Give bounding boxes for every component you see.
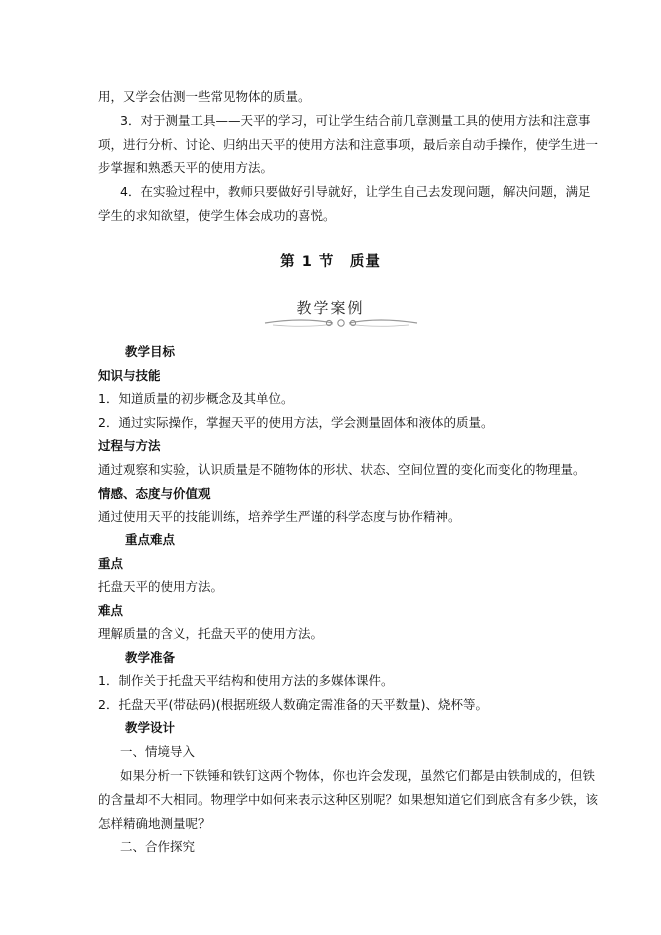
goals-heading: 教学目标 (125, 344, 176, 359)
prep-item-2: 2．托盘天平(带砝码)(根据班级人数确定需准备的天平数量)、烧杯等。 (98, 697, 488, 712)
key-text: 托盘天平的使用方法。 (98, 579, 224, 594)
section-title: 第 1 节 质量 (280, 254, 381, 270)
difficulty-text: 理解质量的含义，托盘天平的使用方法。 (98, 626, 324, 641)
prep-heading: 教学准备 (125, 650, 176, 665)
key-subheading: 重点 (98, 556, 124, 571)
design-heading: 教学设计 (125, 720, 176, 735)
banner-title: 教学案例 (296, 299, 365, 317)
item-3-line-3: 步掌握和熟悉天平的使用方法。 (98, 160, 274, 175)
coop-subheading: 二、合作探究 (120, 839, 196, 854)
item-3-line-2: 项，进行分析、讨论、归纳出天平的使用方法和注意事项，最后亲自动手操作，使学生进一 (98, 137, 599, 152)
intro-paragraph-line-1: 如果分析一下铁锤和铁钉这两个物体，你也许会发现，虽然它们都是由铁制成的，但铁 (120, 768, 596, 783)
item-4-line-1: 4．在实验过程中，教师只要做好引导就好，让学生自己去发现问题，解决问题，满足 (120, 184, 591, 199)
item-4-line-2: 学生的求知欲望，使学生体会成功的喜悦。 (98, 208, 336, 223)
intro-paragraph-line-2: 的含量却不大相同。物理学中如何来表示这种区别呢？如果想知道它们到底含有多少铁，该 (98, 792, 599, 807)
key-heading: 重点难点 (125, 532, 176, 547)
process-text: 通过观察和实验，认识质量是不随物体的形状、状态、空间位置的变化而变化的物理量。 (98, 462, 586, 477)
prep-item-1: 1．制作关于托盘天平结构和使用方法的多媒体课件。 (98, 673, 394, 688)
process-heading: 过程与方法 (98, 438, 161, 453)
attitude-text: 通过使用天平的技能训练，培养学生严谨的科学态度与协作精神。 (98, 509, 461, 524)
intro-paragraph-line-3: 怎样精确地测量呢？ (98, 816, 211, 831)
attitude-heading: 情感、态度与价值观 (98, 486, 211, 501)
difficulty-subheading: 难点 (98, 603, 124, 618)
knowledge-heading: 知识与技能 (98, 368, 161, 383)
knowledge-item-1: 1．知道质量的初步概念及其单位。 (98, 391, 294, 406)
intro-subheading: 一、情境导入 (120, 744, 196, 759)
ornament-divider-icon (263, 316, 419, 330)
intro-line: 用，又学会估测一些常见物体的质量。 (98, 89, 311, 104)
knowledge-item-2: 2．通过实际操作，掌握天平的使用方法，学会测量固体和液体的质量。 (98, 415, 494, 430)
item-3-line-1: 3．对于测量工具——天平的学习，可让学生结合前几章测量工具的使用方法和注意事 (120, 113, 591, 128)
